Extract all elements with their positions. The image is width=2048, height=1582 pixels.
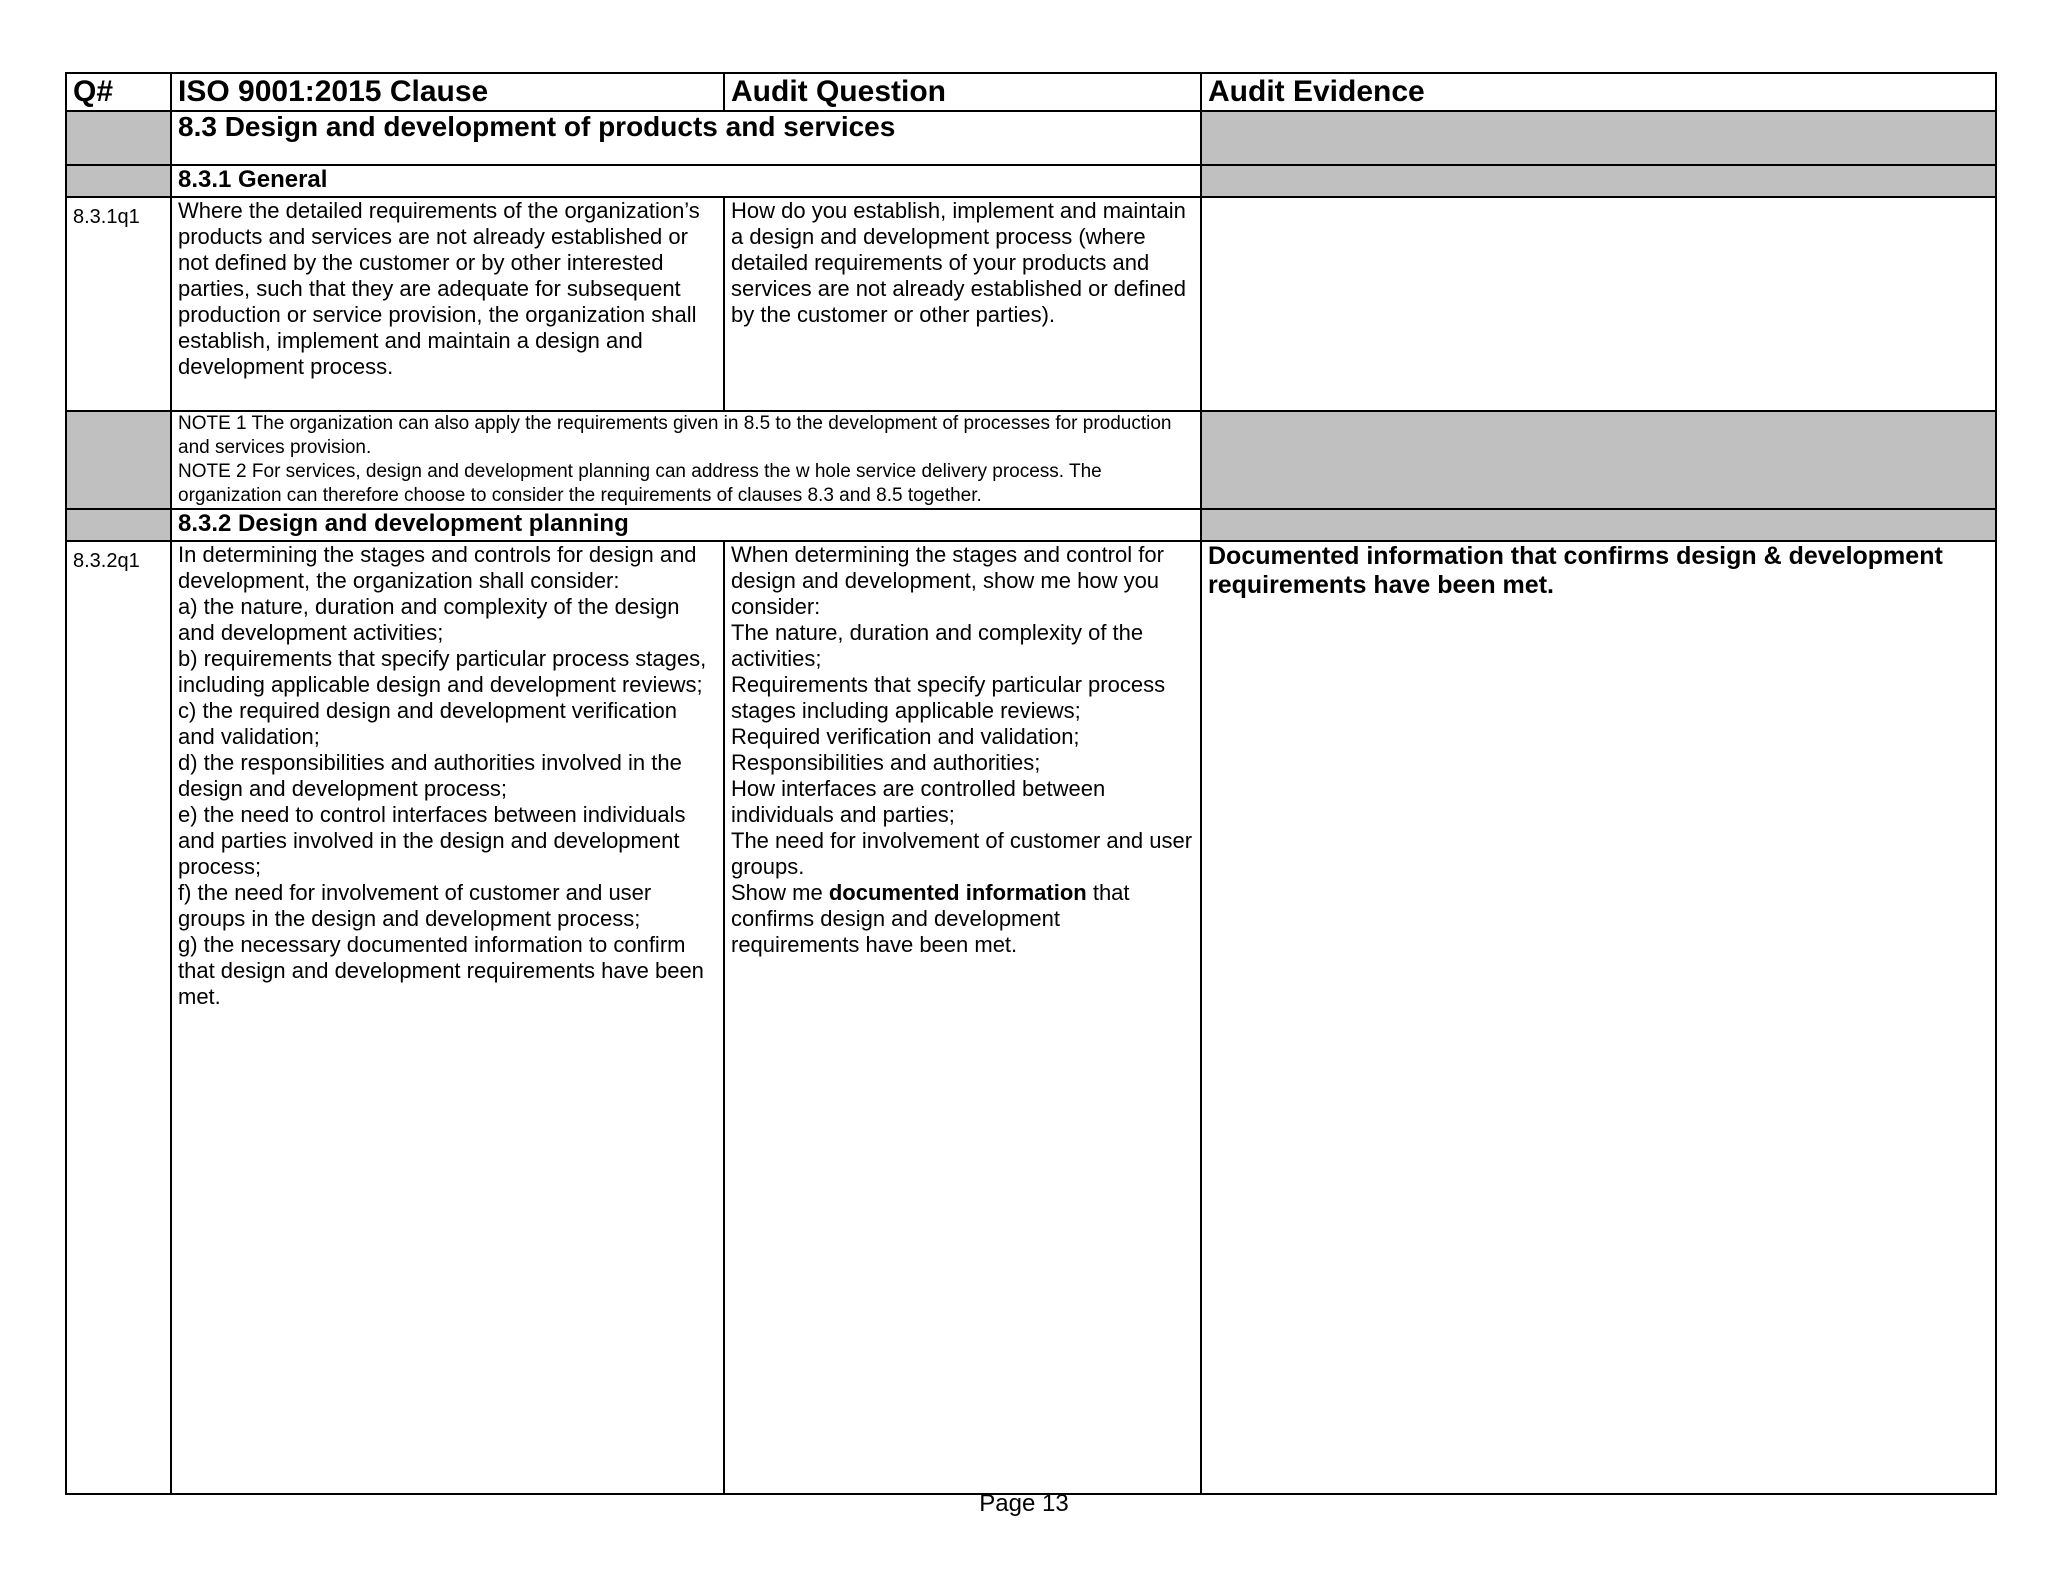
audit-question-text xyxy=(724,541,1201,1494)
subsection-evidence-cell xyxy=(1201,165,1996,197)
audit-question-text: How do you establish, implement and maintain a design and development process (where detailed requirements of your products and services are not already established or defined by the customer or other parties). xyxy=(724,197,1201,411)
question-number: 8.3.2q1 xyxy=(66,541,171,1494)
page-number: Page 13 xyxy=(979,1490,1069,1517)
question-line: Responsibilities and authorities; xyxy=(731,750,1041,775)
clause-line: d) the responsibilities and authorities involved in the design and development process; xyxy=(178,750,682,801)
subsection-row xyxy=(66,165,1996,197)
clause-line: f) the need for involvement of customer and user groups in the design and development process; xyxy=(178,880,652,931)
question-line: Requirements that specify particular process stages including applicable reviews; xyxy=(731,672,1166,723)
question-line: Required verification and validation; xyxy=(731,724,1080,749)
table-row xyxy=(66,541,1996,1494)
clause-line: e) the need to control interfaces between individuals and parties involved in the design and development process; xyxy=(178,802,686,879)
show-me-bold: documented information xyxy=(828,880,1087,905)
question-number: 8.3.1q1 xyxy=(66,197,171,411)
audit-evidence-cell xyxy=(1201,197,1996,411)
question-line: How interfaces are controlled between individuals and parties; xyxy=(731,776,1106,827)
section-title: 8.3 Design and development of products and services xyxy=(171,111,1201,165)
note-text xyxy=(171,411,1201,509)
subsection-title: 8.3.2 Design and development planning xyxy=(171,509,1201,541)
show-me-line xyxy=(731,880,1194,958)
subsection-q-cell xyxy=(66,165,171,197)
header-q: Q# xyxy=(66,73,171,111)
note-1: NOTE 1 The organization can also apply the requirements given in 8.5 to the development of processes for production and services provision. xyxy=(178,413,1172,458)
clause-line: a) the nature, duration and complexity of the design and development activities; xyxy=(178,594,680,645)
audit-checklist-table xyxy=(65,72,1997,1495)
section-row xyxy=(66,111,1996,165)
question-line: The need for involvement of customer and user groups. xyxy=(731,828,1193,879)
table-header-row xyxy=(66,73,1996,111)
clause-text xyxy=(171,541,724,1494)
show-me-post: that confirms design and development requirements have been met. xyxy=(731,880,1130,957)
note-row xyxy=(66,411,1996,509)
question-line: When determining the stages and control for design and development, show me how you consider: xyxy=(731,542,1164,619)
subsection-evidence-cell xyxy=(1201,509,1996,541)
clause-line: b) requirements that specify particular process stages, including applicable design and development reviews; xyxy=(178,646,707,697)
clause-line: g) the necessary documented information to confirm that design and development requirements have been met. xyxy=(178,932,704,1009)
header-question: Audit Question xyxy=(724,73,1201,111)
subsection-q-cell xyxy=(66,509,171,541)
question-line: The nature, duration and complexity of the activities; xyxy=(731,620,1144,671)
show-me-pre: Show me xyxy=(731,880,829,905)
clause-line: In determining the stages and controls for design and development, the organization shall consider: xyxy=(178,542,697,593)
section-q-cell xyxy=(66,111,171,165)
section-evidence-cell xyxy=(1201,111,1996,165)
note-q-cell xyxy=(66,411,171,509)
clause-text: Where the detailed requirements of the organization’s products and services are not already established or not defined by the customer or by other interested parties, such that they are adequate for subsequent production or service provision, the organization shall establish, implement and maintain a design and development process. xyxy=(171,197,724,411)
note-2: NOTE 2 For services, design and development planning can address the w hole service delivery process. The organization can therefore choose to consider the requirements of clauses 8.3 and 8.5 together. xyxy=(178,461,1102,506)
note-evidence-cell xyxy=(1201,411,1996,509)
header-clause: ISO 9001:2015 Clause xyxy=(171,73,724,111)
table-row xyxy=(66,197,1996,411)
audit-evidence-text: Documented information that confirms design & development requirements have been met. xyxy=(1201,541,1996,1494)
header-evidence: Audit Evidence xyxy=(1201,73,1996,111)
subsection-title: 8.3.1 General xyxy=(171,165,1201,197)
subsection-row xyxy=(66,509,1996,541)
clause-line: c) the required design and development verification and validation; xyxy=(178,698,677,749)
